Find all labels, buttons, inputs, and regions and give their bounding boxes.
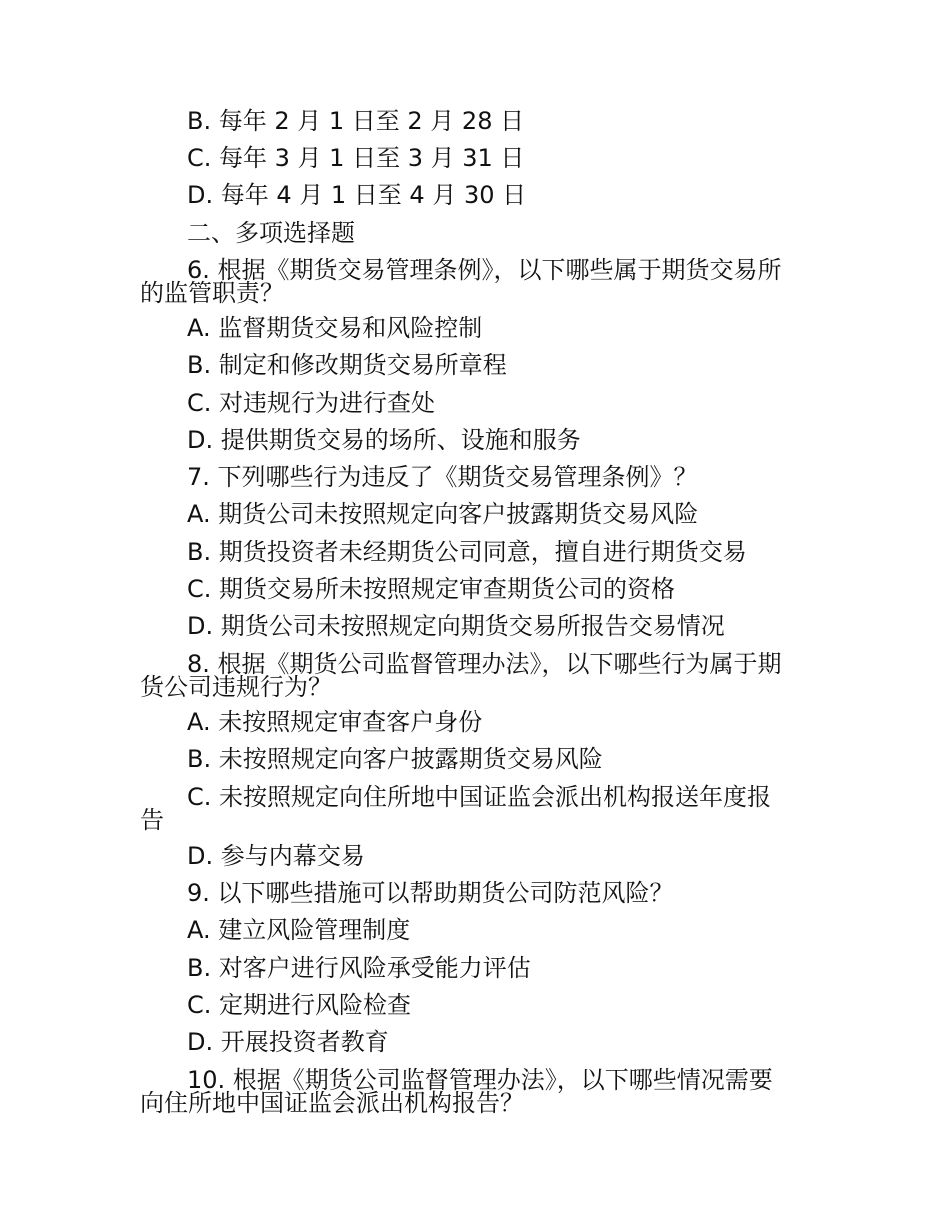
q5-option-d: D. 每年 4 月 1 日至 4 月 30 日: [187, 181, 527, 209]
q10-stem-line1: 10. 根据《期货公司监督管理办法》，以下哪些情况需要: [187, 1066, 773, 1094]
q9-option-d: D. 开展投资者教育: [187, 1028, 389, 1056]
q6-stem-line1: 6. 根据《期货交易管理条例》，以下哪些属于期货交易所: [187, 256, 782, 284]
q9-option-b: B. 对客户进行风险承受能力评估: [187, 954, 531, 982]
q9-stem: 9. 以下哪些措施可以帮助期货公司防范风险？: [187, 879, 674, 907]
q8-stem-line2: 货公司违规行为？: [140, 673, 332, 701]
q8-option-c-line1: C. 未按照规定向住所地中国证监会派出机构报送年度报: [187, 783, 772, 811]
q8-option-b: B. 未按照规定向客户披露期货交易风险: [187, 745, 603, 773]
q7-stem: 7. 下列哪些行为违反了《期货交易管理条例》？: [187, 463, 698, 491]
q9-option-a: A. 建立风险管理制度: [187, 916, 411, 944]
q6-option-c: C. 对违规行为进行查处: [187, 389, 436, 417]
q7-option-d: D. 期货公司未按照规定向期货交易所报告交易情况: [187, 612, 725, 640]
q6-stem-line2: 的监管职责？: [140, 279, 284, 307]
q10-stem-line2: 向住所地中国证监会派出机构报告？: [140, 1089, 524, 1117]
q6-option-b: B. 制定和修改期货交易所章程: [187, 351, 507, 379]
q5-option-b: B. 每年 2 月 1 日至 2 月 28 日: [187, 107, 525, 135]
q7-option-c: C. 期货交易所未按照规定审查期货公司的资格: [187, 575, 676, 603]
q7-option-b: B. 期货投资者未经期货公司同意，擅自进行期货交易: [187, 538, 747, 566]
q5-option-c: C. 每年 3 月 1 日至 3 月 31 日: [187, 144, 525, 172]
q9-option-c: C. 定期进行风险检查: [187, 991, 412, 1019]
q6-option-d: D. 提供期货交易的场所、设施和服务: [187, 426, 581, 454]
section-heading: 二、多项选择题: [187, 219, 355, 247]
q8-option-d: D. 参与内幕交易: [187, 842, 365, 870]
q7-option-a: A. 期货公司未按照规定向客户披露期货交易风险: [187, 500, 699, 528]
q8-option-a: A. 未按照规定审查客户身份: [187, 708, 483, 736]
q8-option-c-line2: 告: [140, 806, 164, 834]
q6-option-a: A. 监督期货交易和风险控制: [187, 314, 483, 342]
q8-stem-line1: 8. 根据《期货公司监督管理办法》，以下哪些行为属于期: [187, 650, 782, 678]
